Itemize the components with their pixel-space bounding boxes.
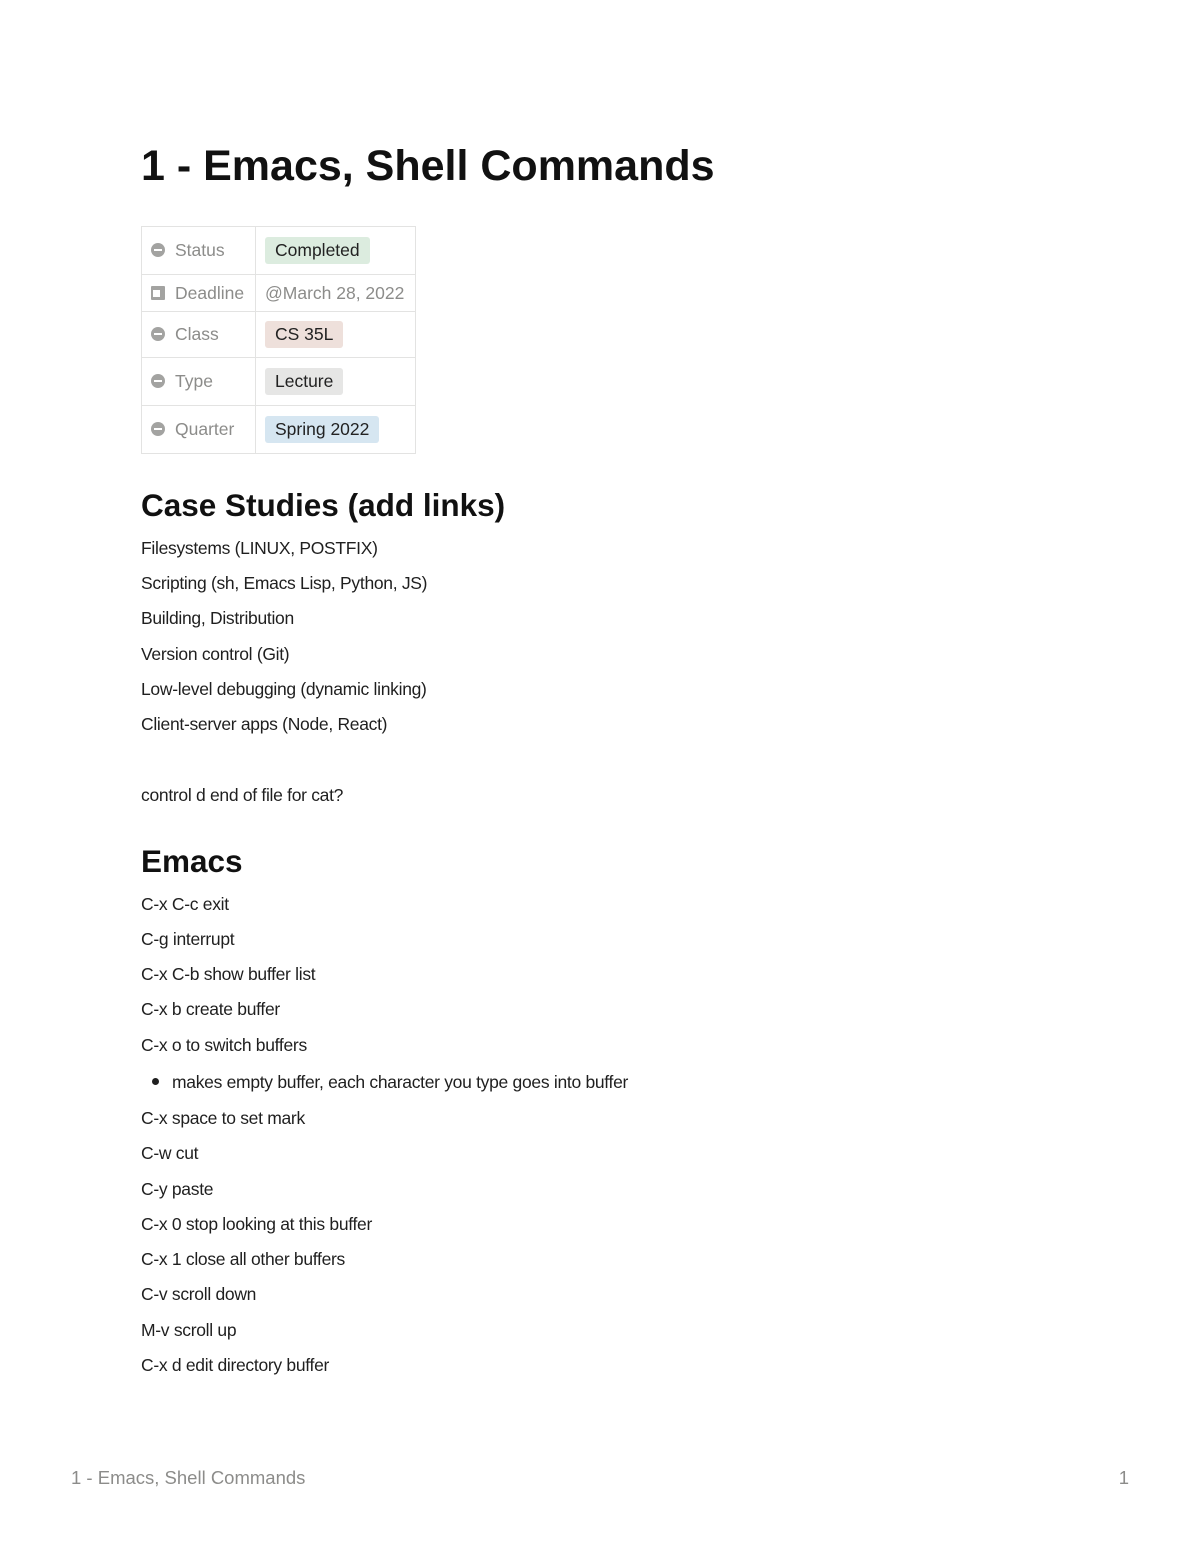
bullet-text: makes empty buffer, each character you type goes into buffer <box>172 1072 629 1092</box>
text-line: C-x space to set mark <box>141 1108 305 1128</box>
property-label: Deadline <box>175 282 245 303</box>
property-value-status <box>256 227 416 275</box>
text-line: C-x 0 stop looking at this buffer <box>141 1214 373 1234</box>
status-tag: Completed <box>265 237 370 264</box>
property-key-quarter <box>142 406 256 454</box>
select-property-icon <box>151 374 165 388</box>
footer-page-number: 1 <box>1118 1467 1129 1488</box>
text-line: control d end of file for cat? <box>141 785 344 805</box>
text-line: C-x o to switch buffers <box>141 1035 307 1055</box>
text-line: Filesystems (LINUX, POSTFIX) <box>141 538 378 558</box>
property-value-quarter <box>256 406 416 454</box>
deadline-date: @March 28, 2022 <box>265 282 405 303</box>
section-heading-case-studies: Case Studies (add links) <box>141 487 506 523</box>
property-key-type <box>142 358 256 406</box>
section-heading-emacs: Emacs <box>141 843 243 879</box>
select-property-icon <box>151 327 165 341</box>
quarter-tag: Spring 2022 <box>265 416 379 443</box>
text-line: C-x C-c exit <box>141 894 229 914</box>
property-value-class <box>256 312 416 358</box>
text-line: C-g interrupt <box>141 929 235 949</box>
property-row-quarter <box>142 406 416 454</box>
select-property-icon <box>151 422 165 436</box>
property-label: Class <box>175 324 219 344</box>
text-line: Building, Distribution <box>141 608 294 628</box>
bullet-item <box>152 1072 628 1093</box>
property-row-type <box>142 358 416 406</box>
text-line: C-x d edit directory buffer <box>141 1355 330 1375</box>
footer-title: 1 - Emacs, Shell Commands <box>71 1467 306 1488</box>
text-line: Low-level debugging (dynamic linking) <box>141 679 427 699</box>
property-label: Quarter <box>175 419 235 439</box>
property-key-class <box>142 312 256 358</box>
page-title: 1 - Emacs, Shell Commands <box>141 142 715 190</box>
property-row-class <box>142 312 416 358</box>
text-line: C-w cut <box>141 1143 199 1163</box>
text-line: C-x C-b show buffer list <box>141 964 316 984</box>
text-line: Version control (Git) <box>141 644 290 664</box>
text-line: C-v scroll down <box>141 1284 257 1304</box>
type-tag: Lecture <box>265 368 343 395</box>
property-value-type <box>256 358 416 406</box>
class-tag: CS 35L <box>265 321 343 348</box>
property-label: Status <box>175 240 225 260</box>
text-line: C-y paste <box>141 1179 214 1199</box>
property-key-status <box>142 227 256 275</box>
select-property-icon <box>151 243 165 257</box>
property-row-status <box>142 227 416 275</box>
text-line: C-x b create buffer <box>141 999 280 1019</box>
calendar-icon <box>151 286 165 300</box>
property-value-deadline <box>256 275 416 312</box>
text-line: Scripting (sh, Emacs Lisp, Python, JS) <box>141 573 428 593</box>
bullet-dot-icon <box>152 1078 159 1085</box>
property-row-deadline <box>142 275 416 312</box>
text-line: M-v scroll up <box>141 1320 237 1340</box>
property-label: Type <box>175 371 213 391</box>
property-key-deadline <box>142 275 256 312</box>
properties-table <box>141 226 416 454</box>
text-line: C-x 1 close all other buffers <box>141 1249 345 1269</box>
text-line: Client-server apps (Node, React) <box>141 714 388 734</box>
